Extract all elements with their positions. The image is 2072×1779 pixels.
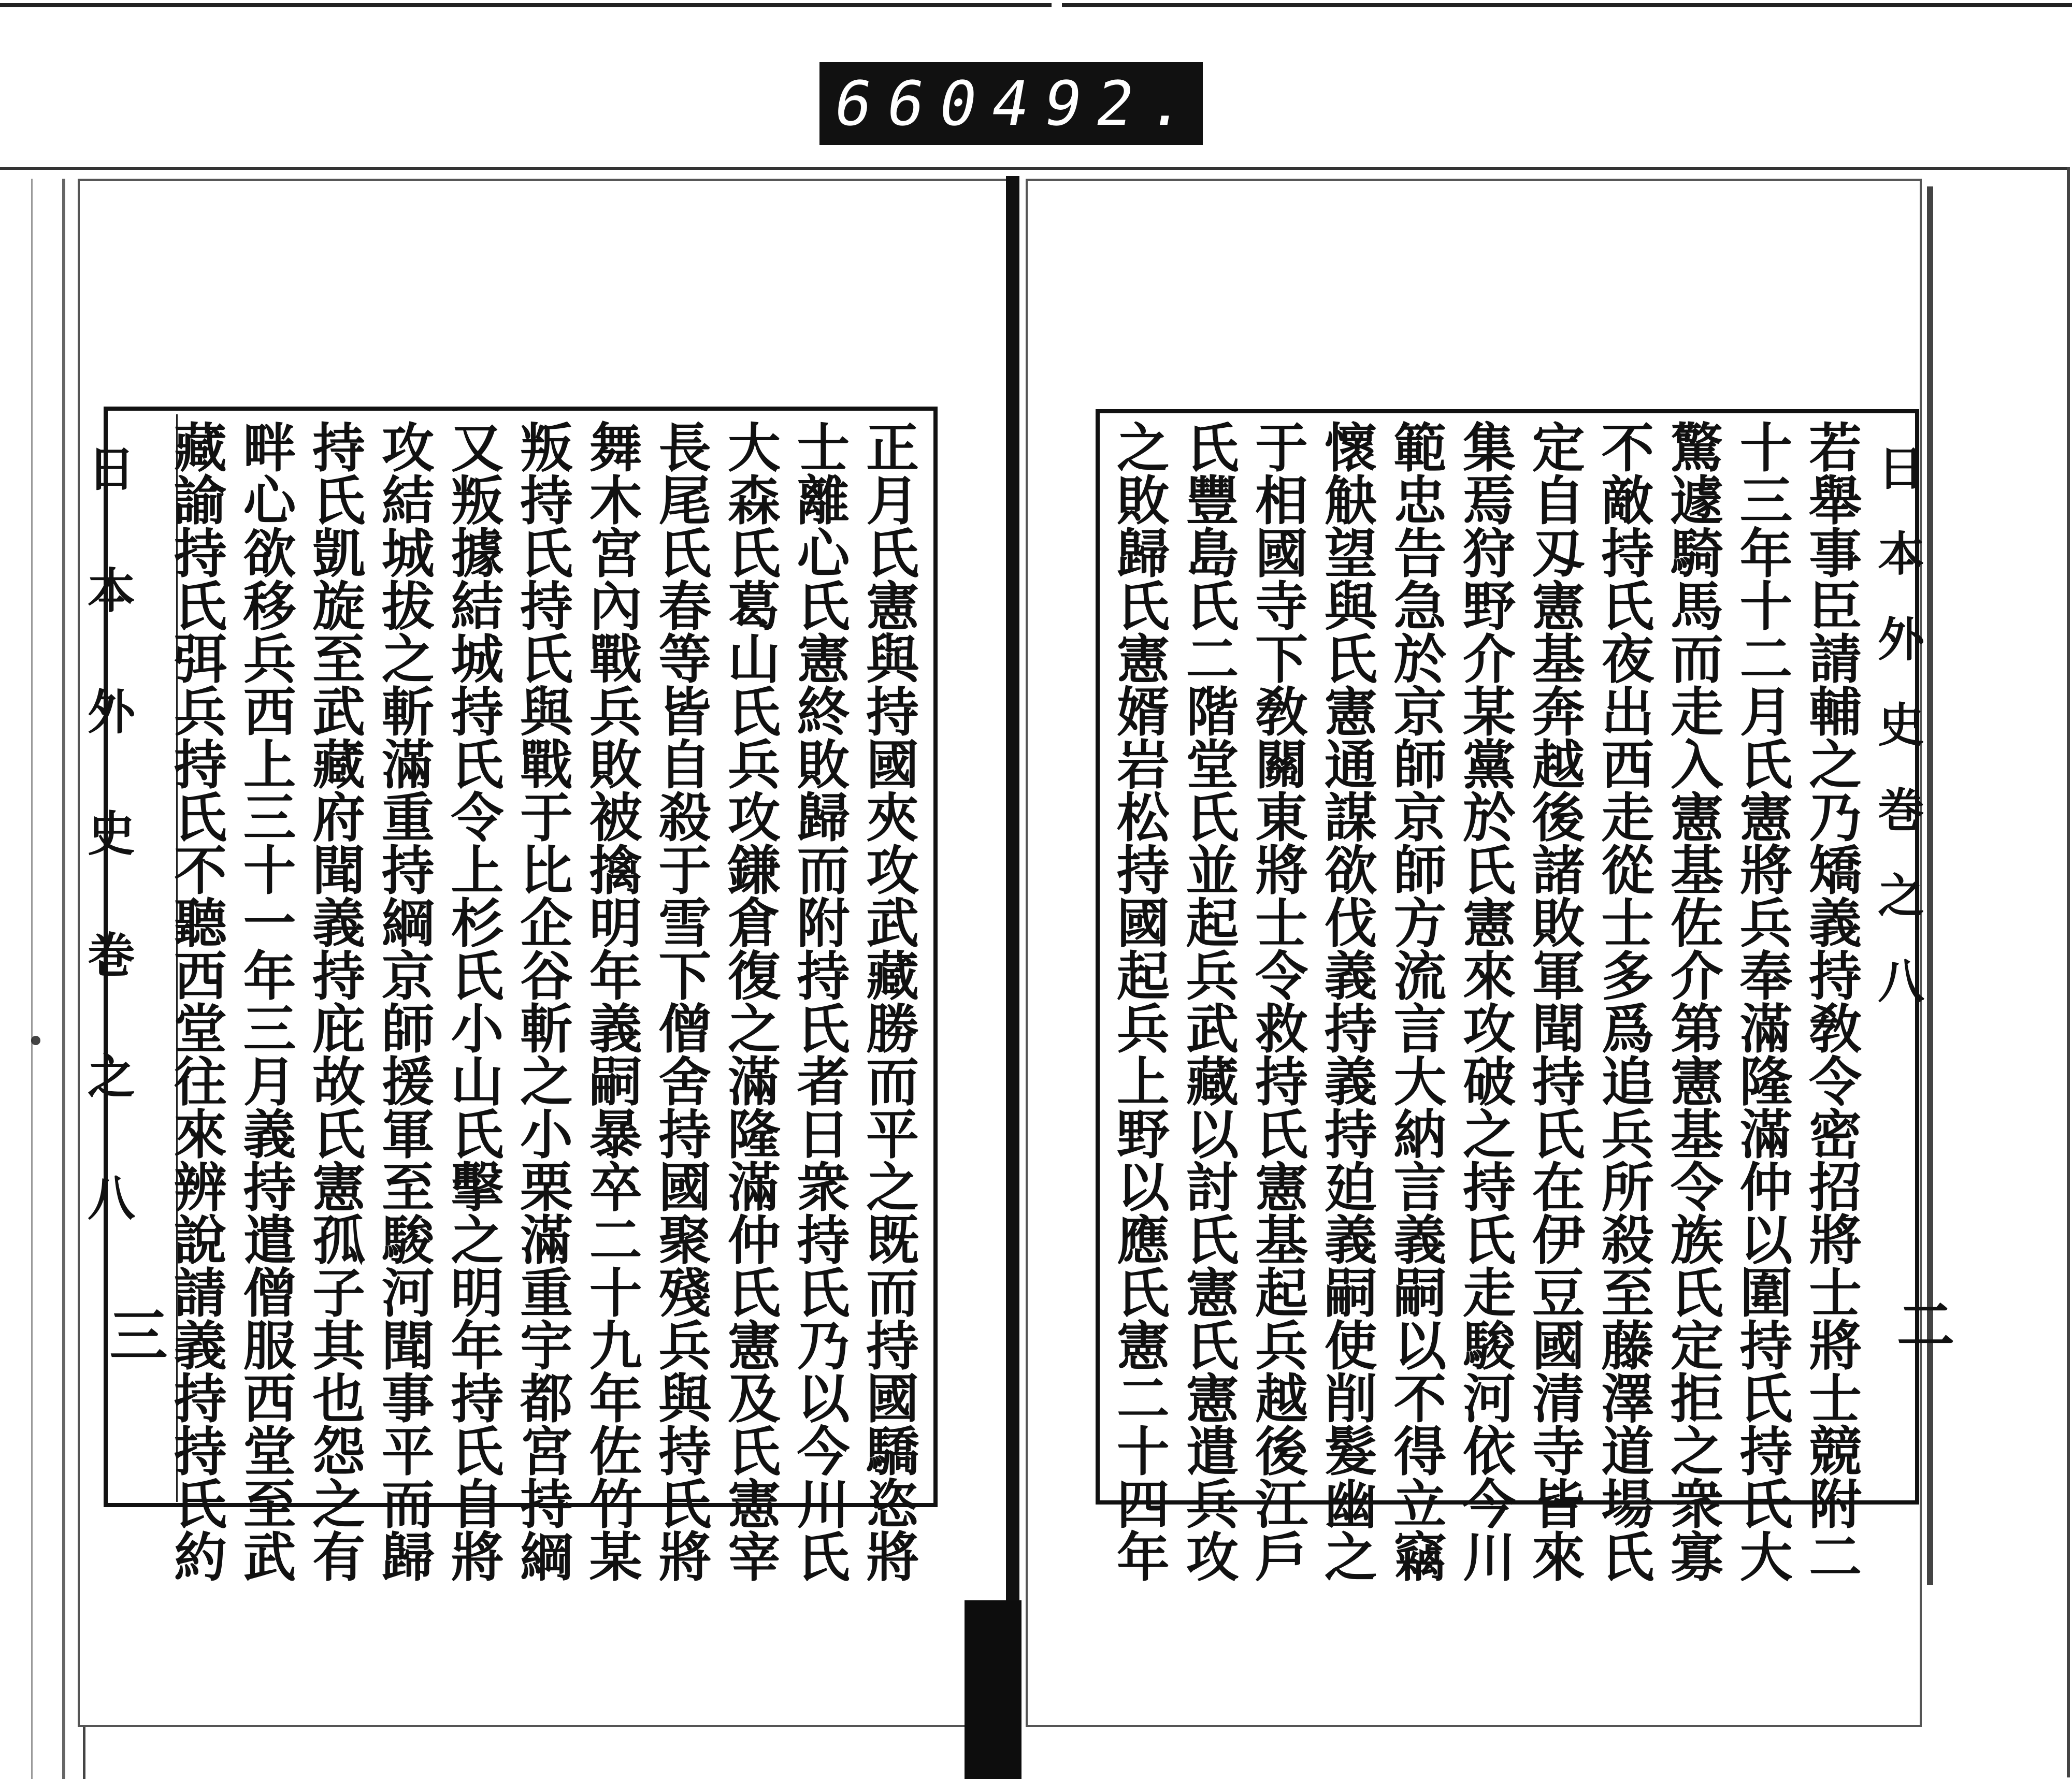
reel-number-right: 492.: [985, 68, 1208, 139]
left-header-char: 日: [87, 441, 135, 497]
left-header-char: 之: [87, 1049, 135, 1105]
right-page-text-column: 集 焉 狩 野 介 某 黨 於 氏 憲 來 攻 破 之 持 氏 走 駿 河 依 今 川: [1462, 417, 1516, 1589]
left-header-char: 外: [87, 684, 135, 741]
right-header-char: 本: [1878, 527, 1924, 582]
right-header-char: 日: [1878, 441, 1924, 496]
spine-shadow: [965, 1600, 1021, 1779]
left-running-header: [83, 441, 140, 1226]
left-header-char: 史: [87, 805, 135, 862]
right-running-header: [1873, 441, 1930, 1009]
reel-number-left: 660: [828, 68, 999, 139]
left-folio: 三: [100, 1305, 168, 1363]
left-page-text-column: 畔 心 欲 移 兵 西 上 三 十 一 年 三 月 義 持 遣 僧 服 西 堂 至 武: [243, 417, 296, 1589]
left-page-text-column: 舞 木 宮 內 戰 兵 敗 被 擒 明 年 義 嗣 暴 卒 二 十 九 年 佐 竹 某: [589, 417, 642, 1589]
film-edge-left: [0, 3, 1052, 7]
book-fore-edge: [0, 179, 85, 1779]
sheet-right-border: [2067, 167, 2070, 1777]
reel-label: [819, 62, 1208, 145]
film-edge-right: [1062, 3, 2072, 7]
left-page-text-column: 士 離 心 氏 憲 終 敗 歸 而 附 持 氏 者 日 衆 持 氏 乃 以 今 川 氏: [797, 417, 850, 1589]
left-page-text-column: 攻 結 城 拔 之 斬 滿 重 持 綱 京 師 援 軍 至 駿 河 聞 事 平 而 歸: [381, 417, 435, 1589]
book-spine: [1006, 176, 1019, 1668]
left-header-char: 巻: [87, 927, 135, 983]
right-header-char: 之: [1878, 869, 1924, 923]
right-page-text-column: 不 敵 持 氏 夜 出 西 走 從 士 多 爲 追 兵 所 殺 至 藤 澤 道 場 氏: [1601, 417, 1654, 1589]
right-page-text-column: 範 忠 告 急 於 京 師 京 師 方 流 言 大 納 言 義 嗣 以 不 得 立 竊: [1393, 417, 1447, 1589]
right-page-text-column: 懷 觖 望 與 氏 憲 通 謀 欲 伐 義 持 義 持 廹 義 嗣 使 削 髮 幽 之: [1324, 417, 1377, 1589]
left-page-text-column: 大 森 氏 葛 山 氏 兵 攻 鎌 倉 復 之 滿 隆 滿 仲 氏 憲 及 氏 憲 宰: [727, 417, 781, 1589]
right-folio: 二: [1887, 1295, 1955, 1353]
right-header-char: 巻: [1878, 783, 1924, 838]
left-page-text-column: 叛 持 氏 持 氏 與 戰 于 比 企 谷 斬 之 小 栗 滿 重 宇 都 宮 持 綱: [520, 417, 573, 1589]
right-header-char: 八: [1878, 954, 1924, 1009]
left-page-text-column: 持 氏 凱 旋 至 武 藏 府 聞 義 持 庇 故 氏 憲 孤 子 其 也 怨 之 有: [312, 417, 366, 1589]
right-page-text-column: 之 敗 歸 氏 憲 婿 岩 松 持 國 起 兵 上 野 以 應 氏 憲 二 十 四 年: [1116, 417, 1170, 1589]
right-header-char: 外: [1878, 612, 1924, 667]
left-page-text-column: 藏 諭 持 氏 弭 兵 持 氏 不 聽 西 堂 往 來 辨 說 請 義 持 持 氏 約: [174, 417, 227, 1589]
sheet-top-border: [0, 167, 2067, 170]
right-page-body: [1109, 417, 1870, 1589]
left-page-text-column: 又 叛 據 結 城 持 氏 令 上 杉 氏 小 山 氏 擊 之 明 年 持 氏 自 將: [451, 417, 504, 1589]
left-header-char: 本: [87, 562, 135, 619]
film-strip-edge: [0, 0, 2072, 11]
right-page-text-column: 于 相 國 寺 下 敎 關 東 將 士 令 救 持 氏 憲 基 起 兵 越 後 江 戶: [1255, 417, 1308, 1589]
ink-speck: [31, 1036, 40, 1045]
right-page-text-column: 十 三 年 十 二 月 氏 憲 將 兵 奉 滿 隆 滿 仲 以 圍 持 氏 持 氏 大: [1739, 417, 1793, 1589]
left-page-body: [166, 417, 927, 1589]
right-page-text-column: 定 自 刄 憲 基 奔 越 後 諸 敗 軍 聞 持 氏 在 伊 豆 國 清 寺 皆 來: [1532, 417, 1585, 1589]
left-header-char: 八: [87, 1170, 135, 1226]
right-header-char: 史: [1878, 698, 1924, 753]
left-page-text-column: 正 月 氏 憲 與 持 國 夾 攻 武 藏 勝 而 平 之 既 而 持 國 驕 恣 將: [866, 417, 919, 1589]
right-page-text-column: 驚 遽 騎 馬 而 走 入 憲 基 佐 介 第 憲 基 令 族 氏 定 拒 之 衆 寡: [1670, 417, 1723, 1589]
left-page-text-column: 長 尾 氏 春 等 皆 自 殺 于 雪 下 僧 舍 持 國 聚 殘 兵 與 持 氏 將: [658, 417, 712, 1589]
right-page-text-column: 若 舉 事 臣 請 輔 之 乃 矯 義 持 敎 令 密 招 將 士 將 士 競 附 二: [1809, 417, 1862, 1589]
right-page-text-column: 氏 豐 島 氏 二 階 堂 氏 並 起 兵 武 藏 以 討 氏 憲 氏 憲 遣 兵 攻: [1186, 417, 1239, 1589]
